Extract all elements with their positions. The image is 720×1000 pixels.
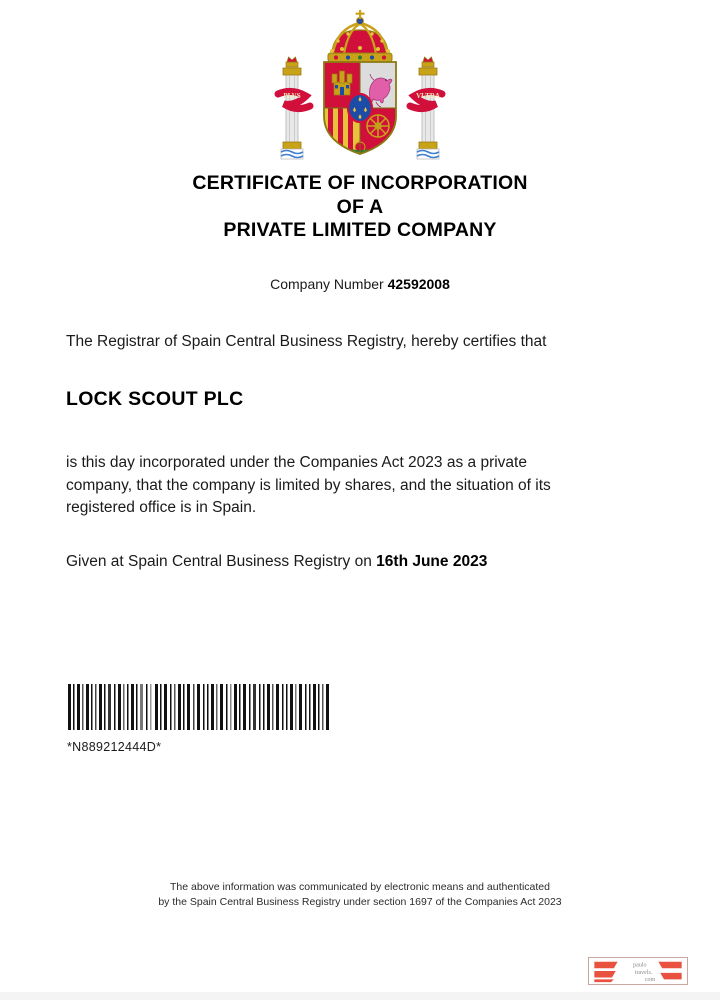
barcode (67, 684, 333, 730)
bourbon-inescutcheon (348, 94, 372, 122)
page-title (0, 172, 720, 243)
castle-charge (332, 71, 352, 95)
paulo-travels-logo (588, 957, 688, 985)
incorporation-statement: is this day incorporated under the Companies Act 2023 as a private company, that the company is limited by shares, and the situation of its registered office is in Spain. (66, 454, 551, 516)
logo-line-2: travels. (634, 969, 653, 976)
barcode-text: *N889212444D* (67, 740, 162, 754)
motto-ribbon-left (278, 91, 310, 108)
given-date: 16th June 2023 (376, 553, 488, 570)
page-bottom-edge (0, 992, 720, 1000)
footer-line-1: The above information was communicated by electronic means and authenticated (170, 881, 550, 893)
title-line-1: CERTIFICATE OF INCORPORATION (192, 172, 528, 194)
crown-icon (328, 10, 392, 62)
svg-text:PLVS: PLVS (283, 92, 301, 100)
given-prefix: Given at Spain Central Business Registry on (66, 553, 372, 570)
company-name: LOCK SCOUT PLC (66, 388, 244, 410)
company-number-label: Company Number (270, 276, 384, 292)
escutcheon (324, 62, 396, 158)
logo-line-3: com (644, 977, 656, 984)
svg-text:VLTRA: VLTRA (416, 92, 440, 100)
company-number-value: 42592008 (387, 276, 450, 292)
logo-line-1: paulo (633, 962, 647, 969)
company-number (0, 276, 720, 292)
given-statement (66, 552, 626, 572)
registrar-statement: The Registrar of Spain Central Business Registry, hereby certifies that (66, 333, 547, 350)
spain-coat-of-arms (262, 8, 458, 168)
title-line-3: PRIVATE LIMITED COMPANY (223, 219, 497, 241)
footer-disclaimer (0, 880, 720, 910)
navarre-chains (367, 115, 389, 137)
motto-ribbon-right (410, 91, 442, 108)
footer-line-2: by the Spain Central Business Registry under section 1697 of the Companies Act 2023 (158, 896, 562, 908)
title-line-2: OF A (336, 195, 384, 218)
